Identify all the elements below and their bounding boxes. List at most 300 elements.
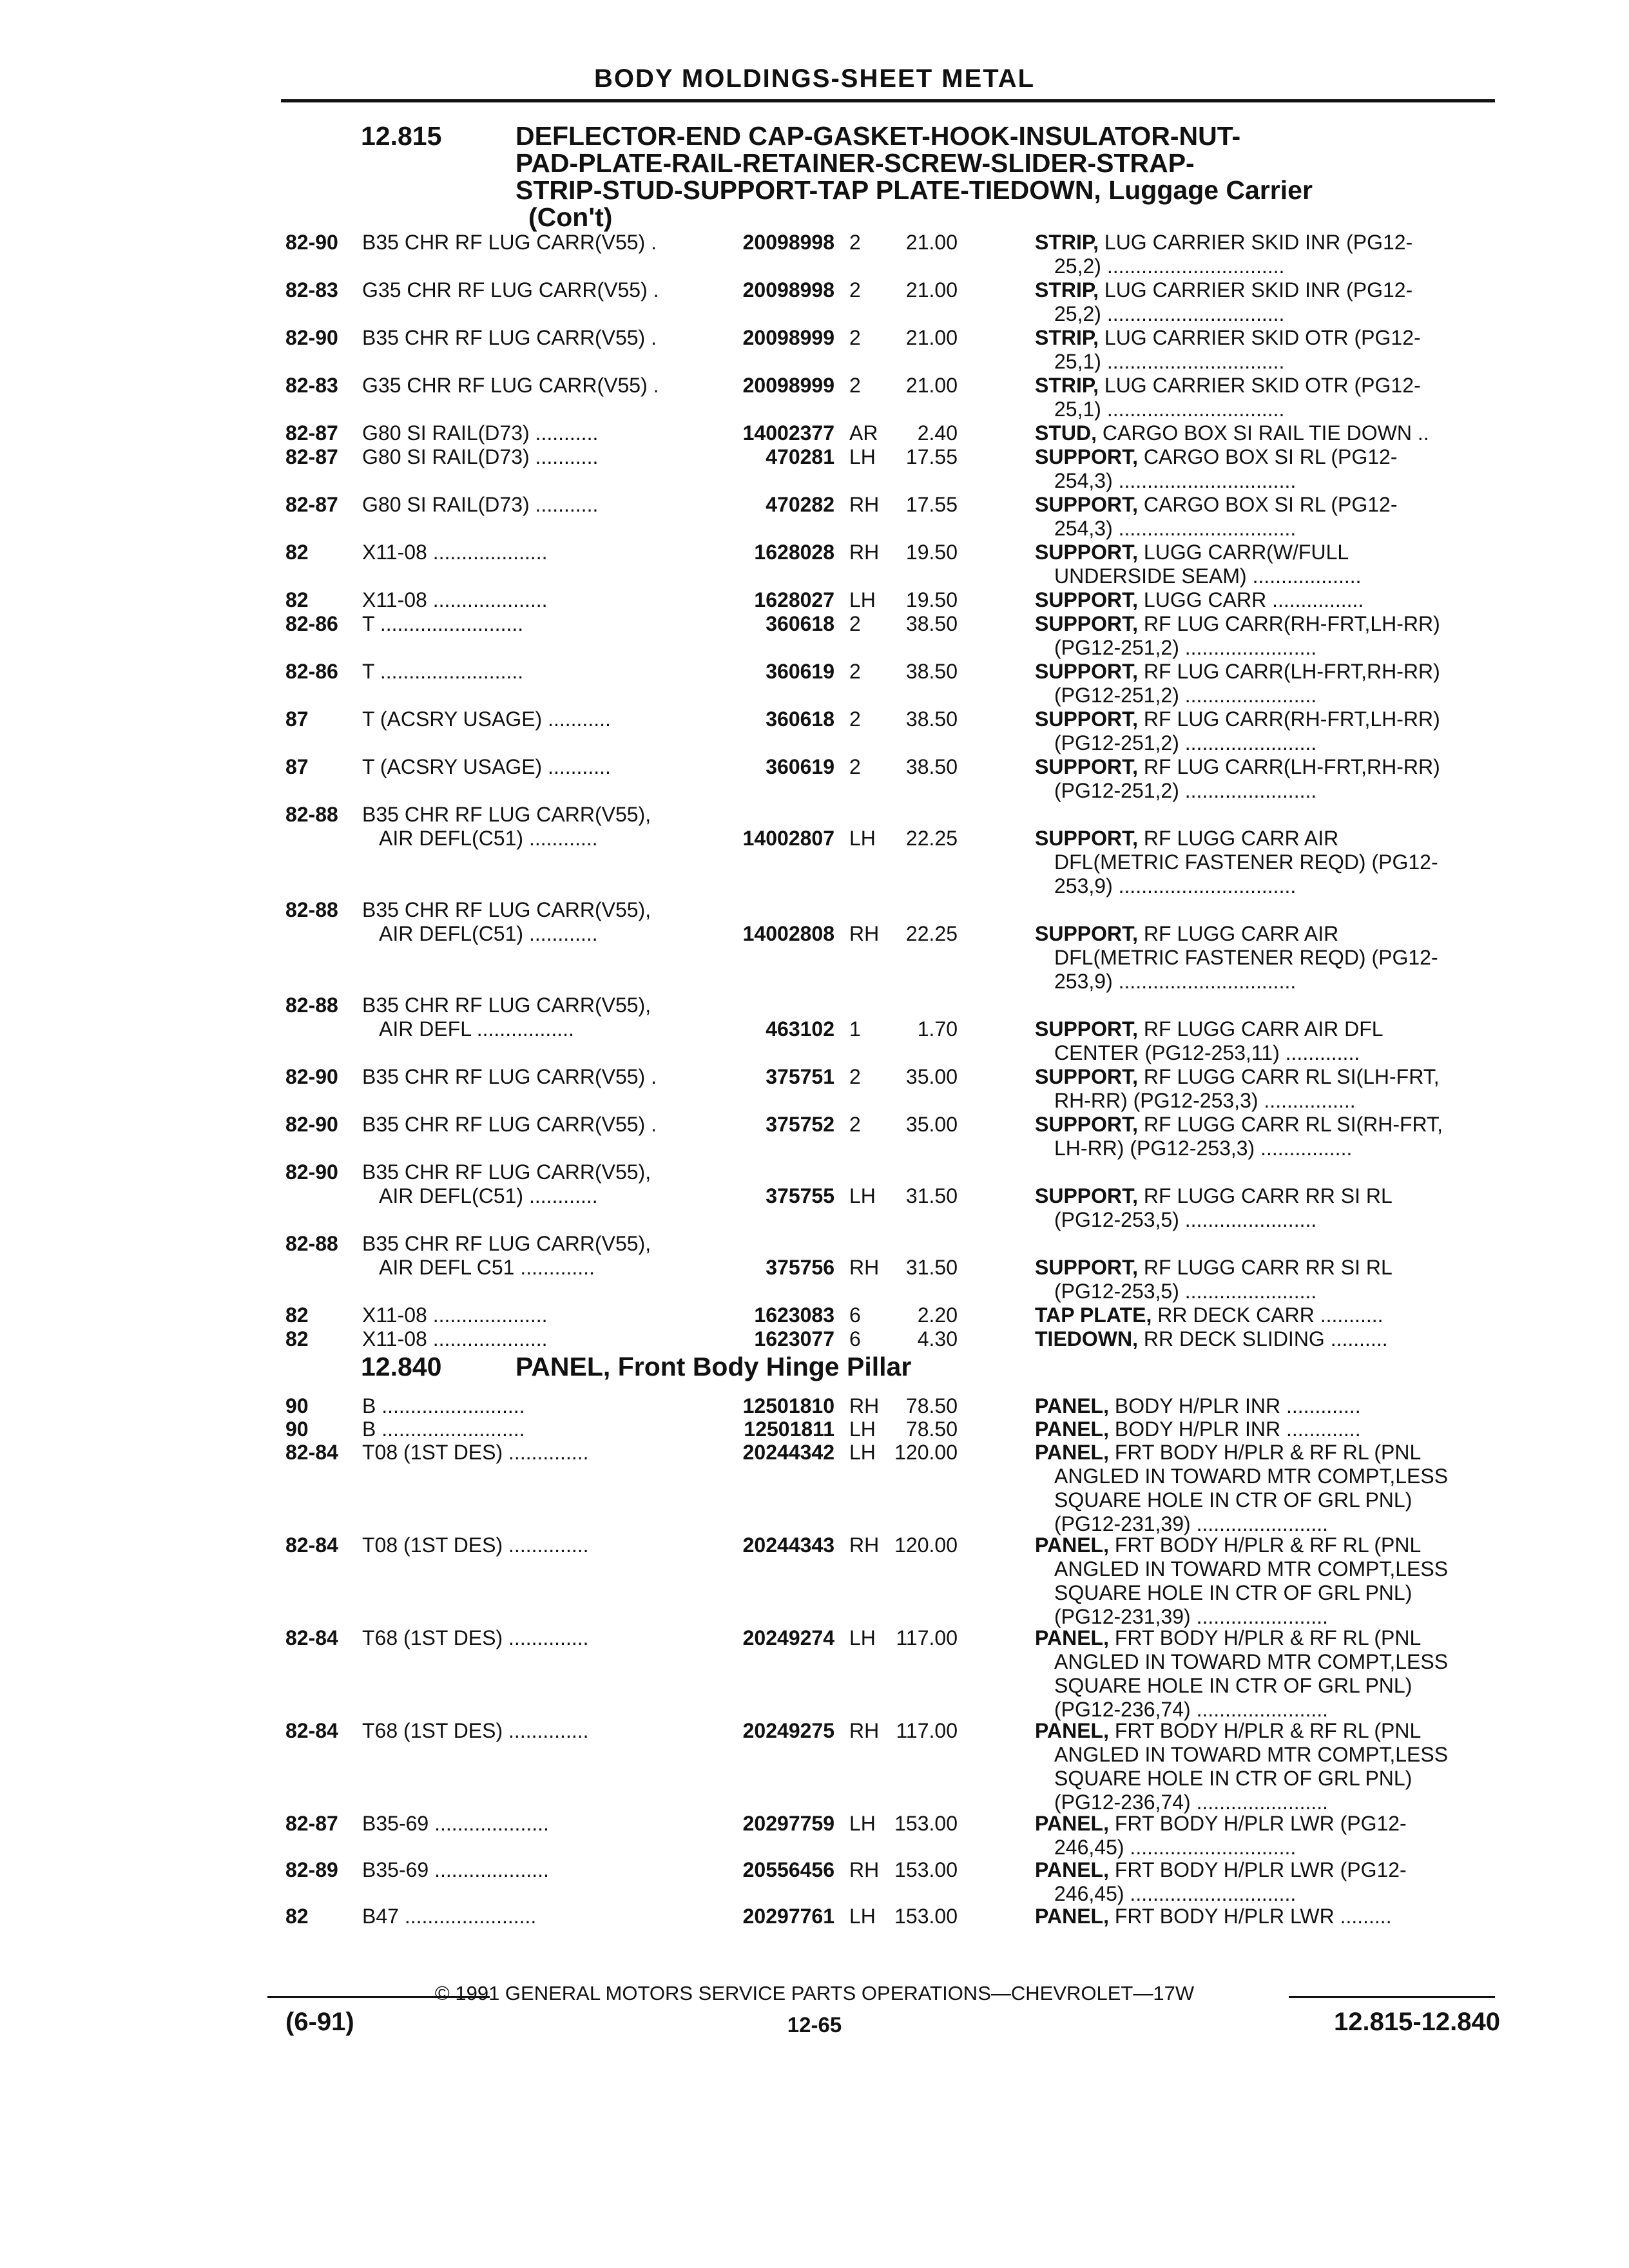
quantity: 2 — [849, 755, 861, 778]
part-name-detail: LUG CARRIER SKID OTR (PG12- — [1099, 326, 1421, 349]
part-description — [1035, 755, 1499, 803]
model-year: 82-84 — [285, 1533, 338, 1557]
footer-date: (6-91) — [285, 2008, 354, 2036]
description-line: LH-RR) (PG12-253,3) ................ — [1054, 1137, 1353, 1160]
part-description — [1035, 1113, 1499, 1160]
model-usage — [362, 231, 710, 255]
part-number: 20098998 — [742, 278, 834, 302]
model-usage — [362, 278, 710, 302]
price: 31.50 — [905, 1184, 958, 1207]
price: 2.40 — [917, 421, 958, 445]
part-name: TAP PLATE, — [1035, 1303, 1152, 1327]
part-name-detail: FRT BODY H/PLR LWR (PG12- — [1108, 1858, 1407, 1881]
quantity: LH — [849, 827, 876, 850]
price: 2.20 — [917, 1303, 958, 1327]
part-name-detail: BODY H/PLR INR ............. — [1108, 1394, 1361, 1418]
part-name: SUPPORT, — [1035, 755, 1139, 778]
part-name-detail: FRT BODY H/PLR & RF RL (PNL — [1108, 1533, 1422, 1557]
section-number: 12.815 — [361, 121, 442, 151]
model-usage — [362, 1303, 710, 1327]
part-number: 470282 — [766, 493, 834, 516]
description-line: 25,1) ............................... — [1054, 350, 1285, 373]
model-usage — [362, 612, 710, 636]
part-number: 14002807 — [742, 827, 834, 850]
part-name-detail: FRT BODY H/PLR LWR ......... — [1108, 1905, 1392, 1928]
part-name-detail: LUG CARRIER SKID INR (PG12- — [1099, 231, 1413, 254]
model-usage-line: AIR DEFL C51 ............. — [379, 1256, 595, 1279]
description-line — [1035, 1441, 1499, 1465]
part-description — [1035, 445, 1499, 493]
part-name: STRIP, — [1035, 326, 1099, 349]
model-year: 82-88 — [285, 994, 338, 1017]
model-year: 82-87 — [285, 445, 338, 468]
price: 35.00 — [905, 1065, 958, 1088]
part-number: 1628028 — [754, 541, 834, 564]
part-name-detail: BODY H/PLR INR ............. — [1108, 1418, 1361, 1441]
model-usage-line: B35 CHR RF LUG CARR(V55) . — [362, 1113, 657, 1136]
section-title-line: (Con't) — [528, 202, 613, 232]
price: 17.55 — [905, 445, 958, 468]
price: 1.70 — [917, 1017, 958, 1041]
model-year: 82-84 — [285, 1626, 338, 1649]
description-line: SQUARE HOLE IN CTR OF GRL PNL) — [1054, 1488, 1412, 1512]
quantity: RH — [849, 1394, 880, 1418]
part-name-detail: RF LUGG CARR RL SI(LH-FRT, — [1138, 1065, 1440, 1088]
part-name: SUPPORT, — [1035, 827, 1139, 850]
part-number: 470281 — [766, 445, 834, 468]
quantity: RH — [849, 1256, 880, 1279]
model-usage-line: B35 CHR RF LUG CARR(V55) . — [362, 326, 657, 349]
section-title-line: PANEL, Front Body Hinge Pillar — [516, 1352, 912, 1381]
part-name-detail: LUGG CARR(W/FULL — [1138, 541, 1349, 564]
model-usage-line: B ......................... — [362, 1394, 525, 1418]
part-name: PANEL, — [1035, 1905, 1109, 1928]
part-name: STUD, — [1035, 421, 1097, 445]
description-line: (PG12-236,74) ....................... — [1054, 1791, 1329, 1814]
part-name: PANEL, — [1035, 1812, 1109, 1835]
part-description — [1035, 1858, 1499, 1906]
price: 31.50 — [905, 1256, 958, 1279]
quantity: RH — [849, 922, 880, 945]
description-line — [1035, 1394, 1499, 1418]
description-line — [1035, 278, 1499, 302]
model-year: 82-90 — [285, 1065, 338, 1088]
part-number: 14002808 — [742, 922, 834, 945]
description-line — [1035, 1065, 1499, 1089]
model-usage-line: X11-08 .................... — [362, 541, 548, 564]
model-year: 82 — [285, 588, 309, 611]
model-usage — [362, 755, 710, 779]
price: 22.25 — [905, 827, 958, 850]
part-description — [1035, 374, 1499, 421]
part-name: SUPPORT, — [1035, 660, 1139, 683]
description-line: (PG12-251,2) ....................... — [1054, 779, 1317, 802]
model-usage — [362, 374, 710, 398]
model-usage — [362, 1418, 710, 1441]
part-number: 1623077 — [754, 1327, 834, 1350]
price: 17.55 — [905, 493, 958, 516]
part-description — [1035, 278, 1499, 326]
quantity: 6 — [849, 1327, 861, 1350]
part-name-detail: RF LUGG CARR AIR — [1138, 827, 1339, 850]
part-name: PANEL, — [1035, 1441, 1109, 1464]
model-usage — [362, 1719, 710, 1743]
model-year: 90 — [285, 1418, 309, 1441]
description-line — [1035, 1184, 1499, 1208]
model-usage-line: AIR DEFL(C51) ............ — [379, 1184, 598, 1207]
description-line: SQUARE HOLE IN CTR OF GRL PNL) — [1054, 1581, 1412, 1604]
part-description — [1035, 231, 1499, 278]
description-line — [1035, 1418, 1499, 1441]
part-description — [1035, 1303, 1499, 1327]
price: 38.50 — [905, 660, 958, 683]
model-usage — [362, 445, 710, 469]
part-description — [1035, 1905, 1499, 1928]
description-line — [1035, 922, 1499, 946]
description-line: 25,2) ............................... — [1054, 302, 1285, 325]
model-year: 82-84 — [285, 1441, 338, 1464]
part-name-detail: CARGO BOX SI RAIL TIE DOWN .. — [1097, 421, 1429, 445]
quantity: RH — [849, 1858, 880, 1881]
description-line — [1035, 541, 1499, 564]
description-line — [1035, 231, 1499, 255]
part-name-detail: LUG CARRIER SKID OTR (PG12- — [1099, 374, 1421, 397]
part-name-detail: CARGO BOX SI RL (PG12- — [1138, 445, 1398, 468]
price: 35.00 — [905, 1113, 958, 1136]
page-header-title: BODY MOLDINGS-SHEET METAL — [593, 64, 1036, 93]
description-line: (PG12-253,5) ....................... — [1054, 1280, 1317, 1303]
quantity: 2 — [849, 660, 861, 683]
part-number: 20556456 — [742, 1858, 834, 1881]
part-description — [1035, 1394, 1499, 1418]
footer-copyright: © 1991 GENERAL MOTORS SERVICE PARTS OPERATIONS—CHEVROLET—17W — [434, 1982, 1195, 2004]
part-name-detail: FRT BODY H/PLR & RF RL (PNL — [1108, 1441, 1422, 1464]
model-usage-line: T ......................... — [362, 612, 524, 635]
part-description — [1035, 421, 1499, 445]
part-number: 375751 — [766, 1065, 834, 1088]
quantity: 2 — [849, 278, 861, 302]
section-number: 12.840 — [361, 1352, 442, 1381]
model-usage-line: B35 CHR RF LUG CARR(V55) . — [362, 1065, 657, 1088]
part-name: TIEDOWN, — [1035, 1327, 1138, 1350]
description-line: (PG12-251,2) ....................... — [1054, 636, 1317, 659]
part-number: 360619 — [766, 755, 834, 778]
model-usage-line: B35-69 .................... — [362, 1812, 549, 1835]
model-usage — [362, 994, 710, 1041]
part-name: SUPPORT, — [1035, 588, 1139, 611]
price: 19.50 — [905, 541, 958, 564]
description-line: (PG12-236,74) ....................... — [1054, 1698, 1329, 1721]
description-line — [1035, 445, 1499, 469]
part-name: SUPPORT, — [1035, 922, 1139, 945]
part-name: PANEL, — [1035, 1858, 1109, 1881]
quantity: 2 — [849, 1113, 861, 1136]
part-name: SUPPORT, — [1035, 1184, 1139, 1207]
price: 78.50 — [905, 1418, 958, 1441]
description-line — [1035, 707, 1499, 731]
part-number: 375755 — [766, 1184, 834, 1207]
quantity: RH — [849, 541, 880, 564]
part-number: 1628027 — [754, 588, 834, 611]
description-line — [1035, 1905, 1499, 1928]
model-usage-line: G80 SI RAIL(D73) ........... — [362, 445, 599, 468]
part-description — [1035, 1256, 1499, 1303]
model-usage — [362, 1858, 710, 1882]
part-name-detail: RF LUG CARR(LH-FRT,RH-RR) — [1138, 755, 1440, 778]
quantity: LH — [849, 588, 876, 611]
description-line: (PG12-231,39) ....................... — [1054, 1605, 1329, 1628]
model-year: 87 — [285, 755, 309, 778]
description-line: UNDERSIDE SEAM) ................... — [1054, 564, 1362, 588]
description-line — [1035, 588, 1499, 612]
part-number: 12501811 — [744, 1418, 834, 1441]
model-usage-line: X11-08 .................... — [362, 588, 548, 611]
model-usage — [362, 898, 710, 946]
part-name-detail: RR DECK SLIDING .......... — [1137, 1327, 1388, 1350]
price: 21.00 — [905, 231, 958, 254]
part-name: SUPPORT, — [1035, 445, 1139, 468]
part-description — [1035, 1327, 1499, 1351]
description-line: SQUARE HOLE IN CTR OF GRL PNL) — [1054, 1674, 1412, 1697]
price: 117.00 — [896, 1626, 958, 1649]
part-name: SUPPORT, — [1035, 541, 1139, 564]
description-line: (PG12-251,2) ....................... — [1054, 731, 1317, 754]
description-line — [1035, 1858, 1499, 1882]
model-year: 82-90 — [285, 326, 338, 349]
part-number: 360619 — [766, 660, 834, 683]
part-number: 1623083 — [754, 1303, 834, 1327]
model-year: 82-86 — [285, 660, 338, 683]
part-number: 463102 — [766, 1017, 834, 1041]
price: 117.00 — [896, 1719, 958, 1742]
model-usage-line: G80 SI RAIL(D73) ........... — [362, 493, 599, 516]
model-usage — [362, 1394, 710, 1418]
model-year: 87 — [285, 707, 309, 731]
description-line: DFL(METRIC FASTENER REQD) (PG12- — [1054, 946, 1438, 969]
part-name-detail: RF LUG CARR(LH-FRT,RH-RR) — [1138, 660, 1440, 683]
price: 22.25 — [905, 922, 958, 945]
quantity: 2 — [849, 374, 861, 397]
model-year: 82-83 — [285, 374, 338, 397]
part-description — [1035, 1184, 1499, 1232]
price: 38.50 — [905, 707, 958, 731]
price: 21.00 — [905, 374, 958, 397]
model-usage — [362, 1232, 710, 1280]
part-number: 360618 — [766, 612, 834, 635]
quantity: AR — [849, 421, 878, 445]
description-line: (PG12-253,5) ....................... — [1054, 1208, 1317, 1231]
description-line: 246,45) ............................. — [1054, 1836, 1296, 1859]
model-year: 82-90 — [285, 231, 338, 254]
description-line: ANGLED IN TOWARD MTR COMPT,LESS — [1054, 1650, 1449, 1673]
model-usage-line: B47 ....................... — [362, 1905, 537, 1928]
price: 19.50 — [905, 588, 958, 611]
description-line: 253,9) ............................... — [1054, 970, 1296, 993]
price: 153.00 — [894, 1905, 958, 1928]
model-usage-line: AIR DEFL(C51) ............ — [379, 827, 598, 850]
price: 4.30 — [917, 1327, 958, 1350]
model-usage — [362, 326, 710, 350]
quantity: 2 — [849, 707, 861, 731]
price: 21.00 — [905, 278, 958, 302]
part-number: 20098999 — [742, 374, 834, 397]
part-description — [1035, 541, 1499, 588]
description-line — [1035, 827, 1499, 850]
model-year: 82-87 — [285, 1812, 338, 1835]
price: 120.00 — [894, 1441, 958, 1464]
description-line — [1035, 1812, 1499, 1836]
part-name: SUPPORT, — [1035, 612, 1139, 635]
part-name: SUPPORT, — [1035, 707, 1139, 731]
section-title-line: DEFLECTOR-END CAP-GASKET-HOOK-INSULATOR-NUT- — [516, 121, 1241, 151]
quantity: 2 — [849, 326, 861, 349]
model-year: 82-90 — [285, 1160, 338, 1184]
part-number: 375752 — [766, 1113, 834, 1136]
model-usage-line: T68 (1ST DES) .............. — [362, 1626, 589, 1649]
part-name: SUPPORT, — [1035, 1113, 1139, 1136]
price: 21.00 — [905, 326, 958, 349]
model-usage-line: T68 (1ST DES) .............. — [362, 1719, 589, 1742]
description-line: ANGLED IN TOWARD MTR COMPT,LESS — [1054, 1557, 1449, 1581]
part-description — [1035, 588, 1499, 612]
description-line: 246,45) ............................. — [1054, 1882, 1296, 1905]
model-year: 90 — [285, 1394, 309, 1418]
model-usage — [362, 707, 710, 731]
part-name: SUPPORT, — [1035, 493, 1139, 516]
model-year: 82-89 — [285, 1858, 338, 1881]
price: 153.00 — [894, 1858, 958, 1881]
quantity: 2 — [849, 1065, 861, 1088]
part-description — [1035, 1812, 1499, 1860]
model-usage-line: G35 CHR RF LUG CARR(V55) . — [362, 374, 659, 397]
model-usage — [362, 1533, 710, 1557]
part-number: 20098998 — [742, 231, 834, 254]
description-line — [1035, 1719, 1499, 1743]
description-line — [1035, 1327, 1499, 1351]
part-description — [1035, 493, 1499, 541]
model-usage-line: B ......................... — [362, 1418, 525, 1441]
model-usage-line: T (ACSRY USAGE) ........... — [362, 755, 611, 778]
part-description — [1035, 1065, 1499, 1113]
part-description — [1035, 1533, 1499, 1629]
model-usage — [362, 1160, 710, 1208]
description-line — [1035, 1017, 1499, 1041]
description-line: 25,1) ............................... — [1054, 398, 1285, 421]
model-year: 82-90 — [285, 1113, 338, 1136]
part-number: 20244343 — [742, 1533, 834, 1557]
part-description — [1035, 660, 1499, 707]
part-number: 20297761 — [742, 1905, 834, 1928]
part-description — [1035, 1017, 1499, 1065]
model-year: 82-83 — [285, 278, 338, 302]
part-name-detail: RF LUGG CARR RR SI RL — [1138, 1256, 1393, 1279]
part-name: SUPPORT, — [1035, 1256, 1139, 1279]
part-name: STRIP, — [1035, 374, 1099, 397]
part-name-detail: RF LUGG CARR RR SI RL — [1138, 1184, 1393, 1207]
model-usage-line: T08 (1ST DES) .............. — [362, 1441, 589, 1464]
description-line: SQUARE HOLE IN CTR OF GRL PNL) — [1054, 1767, 1412, 1790]
quantity: 2 — [849, 231, 861, 254]
model-usage-line: AIR DEFL ................. — [379, 1017, 574, 1041]
model-usage — [362, 1905, 710, 1928]
model-year: 82 — [285, 1303, 309, 1327]
part-description — [1035, 827, 1499, 898]
description-line — [1035, 755, 1499, 779]
description-line — [1035, 1303, 1499, 1327]
model-usage-line: X11-08 .................... — [362, 1303, 548, 1327]
footer-page-number: 12-65 — [787, 2013, 842, 2037]
model-usage-line: B35 CHR RF LUG CARR(V55), — [362, 803, 651, 826]
section-title-line: STRIP-STUD-SUPPORT-TAP PLATE-TIEDOWN, Luggage Carrier — [516, 175, 1313, 205]
header-rule — [281, 99, 1495, 102]
description-line — [1035, 660, 1499, 684]
description-line — [1035, 612, 1499, 636]
price: 153.00 — [894, 1812, 958, 1835]
model-year: 82-86 — [285, 612, 338, 635]
part-description — [1035, 1719, 1499, 1814]
part-name-detail: RF LUGG CARR AIR — [1138, 922, 1339, 945]
part-name-detail: LUGG CARR ................ — [1138, 588, 1364, 611]
quantity: LH — [849, 1418, 876, 1441]
part-description — [1035, 1441, 1499, 1536]
model-usage-line: B35 CHR RF LUG CARR(V55), — [362, 898, 651, 921]
price: 38.50 — [905, 755, 958, 778]
description-line: RH-RR) (PG12-253,3) ................ — [1054, 1089, 1356, 1112]
quantity: 1 — [849, 1017, 861, 1041]
part-number: 20249275 — [742, 1719, 834, 1742]
description-line: 253,9) ............................... — [1054, 874, 1296, 898]
model-usage — [362, 1812, 710, 1836]
description-line — [1035, 1533, 1499, 1557]
model-usage — [362, 421, 710, 445]
model-usage-line: AIR DEFL(C51) ............ — [379, 922, 598, 945]
description-line — [1035, 493, 1499, 517]
model-usage — [362, 588, 710, 612]
part-description — [1035, 922, 1499, 994]
model-year: 82 — [285, 1327, 309, 1350]
model-year: 82-88 — [285, 1232, 338, 1255]
part-name: SUPPORT, — [1035, 1065, 1139, 1088]
part-name: PANEL, — [1035, 1533, 1109, 1557]
quantity: 2 — [849, 612, 861, 635]
part-description — [1035, 326, 1499, 374]
footer-section-range: 12.815-12.840 — [1333, 2008, 1500, 2036]
model-usage-line: G80 SI RAIL(D73) ........... — [362, 421, 599, 445]
part-number: 20098999 — [742, 326, 834, 349]
model-usage — [362, 660, 710, 684]
description-line: DFL(METRIC FASTENER REQD) (PG12- — [1054, 850, 1438, 874]
part-name-detail: RF LUGG CARR AIR DFL — [1138, 1017, 1383, 1041]
model-usage-line: G35 CHR RF LUG CARR(V55) . — [362, 278, 659, 302]
part-name-detail: FRT BODY H/PLR LWR (PG12- — [1108, 1812, 1407, 1835]
part-number: 20244342 — [742, 1441, 834, 1464]
part-number: 360618 — [766, 707, 834, 731]
part-number: 20249274 — [742, 1626, 834, 1649]
quantity: LH — [849, 1184, 876, 1207]
quantity: RH — [849, 493, 880, 516]
description-line — [1035, 421, 1499, 445]
part-description — [1035, 1418, 1499, 1441]
description-line: ANGLED IN TOWARD MTR COMPT,LESS — [1054, 1743, 1449, 1766]
part-name-detail: RF LUG CARR(RH-FRT,LH-RR) — [1138, 707, 1440, 731]
model-year: 82-88 — [285, 803, 338, 826]
model-year: 82 — [285, 541, 309, 564]
model-year: 82-84 — [285, 1719, 338, 1742]
quantity: LH — [849, 1626, 876, 1649]
description-line: 25,2) ............................... — [1054, 255, 1285, 278]
model-year: 82-87 — [285, 421, 338, 445]
quantity: LH — [849, 1441, 876, 1464]
